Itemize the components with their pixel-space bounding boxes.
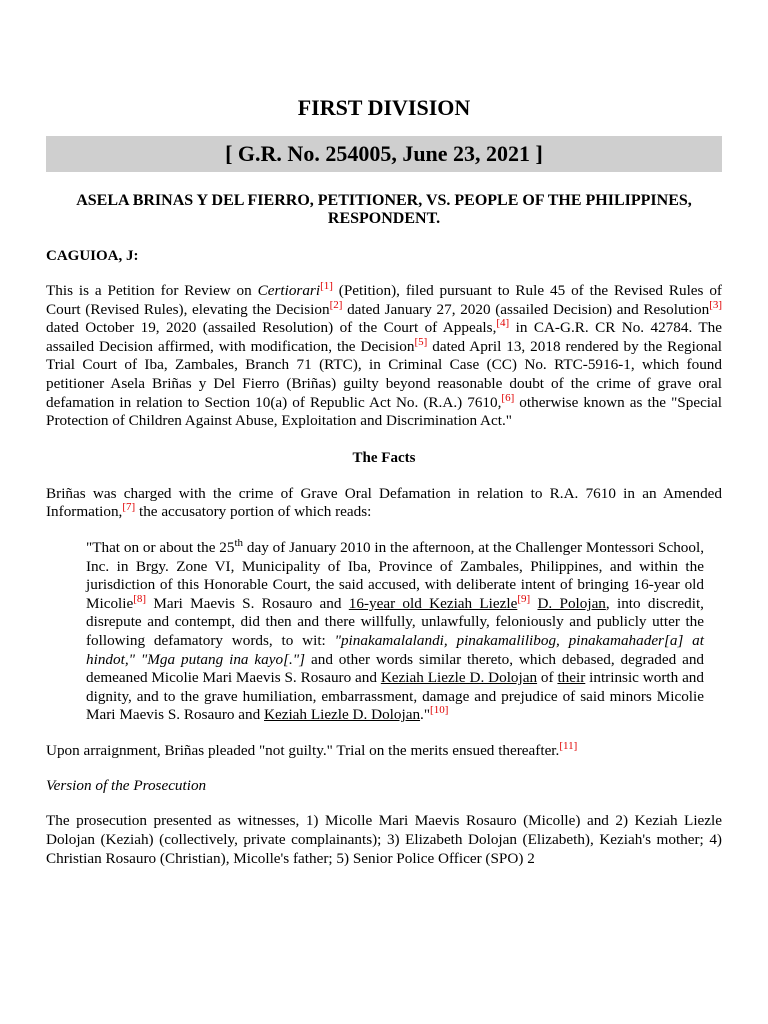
- footnote-link[interactable]: [1]: [320, 280, 333, 292]
- footnote-link[interactable]: [6]: [501, 391, 515, 404]
- underlined-text: D. Polojan: [537, 594, 606, 612]
- footnote-link[interactable]: [5]: [414, 335, 428, 348]
- section-heading-prosecution: Version of the Prosecution: [46, 777, 207, 795]
- footnote-link[interactable]: [8]: [133, 592, 147, 605]
- accusatory-quote: "That on or about the 25th day of January 2010 in the afternoon, at the Challenger Montessori School, Inc. in Brgy. Zone VI, Municipality of Iba, Province of Zambales, Philippines, and within the jurisdiction of this Honorable Court, the said accused, with deliberate intent of bringing 16-year old Micolie[8] Mari Maevis S. Rosauro and 16-year old Keziah Liezle[9] D. Polojan, into discredit, disrepute and contempt, did then and there willfully, unlawfully, feloniously and publicly utter the following defamatory words, to wit: "pinakamalalandi, pinakamalilibog, pinakamahader[a] at hindot," "Mga putang ina kayo[."] and other words similar thereto, which debased, degraded and demeaned Micolie Mari Maevis S. Rosauro and Keziah Liezle D. Dolojan of their intrinsic worth and dignity, and to the grave humiliation, embarrassment, damage and prejudice of said minors Micolie Mari Maevis S. Rosauro and Keziah Liezle D. Dolojan."[10]: [86, 536, 705, 724]
- section-heading-facts: The Facts: [352, 449, 416, 466]
- case-parties: ASELA BRINAS Y DEL FIERRO, PETITIONER, VS. PEOPLE OF THE PHILIPPINES, RESPONDENT.: [76, 192, 692, 227]
- footnote-link[interactable]: [10]: [430, 704, 449, 717]
- underlined-text: Keziah Liezle D. Dolojan: [380, 669, 538, 687]
- italic-text: "pinakamalalandi, pinakamalilibog, pinakamahader[a] at hindot," "Mga putang ina kayo[."]: [86, 631, 704, 668]
- division-title: FIRST DIVISION: [297, 95, 471, 120]
- footnote-link[interactable]: [7]: [122, 501, 136, 514]
- paragraph-petition: This is a Petition for Review on Certiorari[1] (Petition), filed pursuant to Rule 45 of the Revised Rules of Court (Revised Rules), elevating the Decision[2] dated January 27, 2020 (assailed Decision) and Resolution[3] dated October 19, 2020 (assailed Resolution) of the Court of Appeals,[4] in CA-G.R. CR No. 42784. The assailed Decision affirmed, with modification, the Decision[5] dated April 13, 2018 rendered by the Regional Trial Court of Iba, Zambales, Branch 71 (RTC), in Criminal Case (CC) No. RTC-5916-1, which found petitioner Asela Briñas y Del Fierro (Briñas) guilty beyond reasonable doubt of the crime of grave oral defamation in relation to Section 10(a) of Republic Act No. (R.A.) 7610,[6] otherwise known as the "Special Protection of Children Against Abuse, Exploitation and Discrimination Act.": [46, 280, 723, 430]
- footnote-link[interactable]: [11]: [559, 739, 578, 752]
- footnote-link[interactable]: [2]: [329, 298, 343, 311]
- paragraph-witnesses: The prosecution presented as witnesses, 1) Micolle Mari Maevis Rosauro (Micolle) and 2) Keziah Liezle Dolojan (Keziah) (collectively, private complainants); 3) Elizabeth Dolojan (Elizabeth), Keziah's mother; 4) Christian Rosauro (Christian), Micolle's father; 5) Senior Police Officer (SPO) 2: [46, 812, 722, 867]
- footnote-link[interactable]: [9]: [517, 592, 531, 605]
- footnote-link[interactable]: [3]: [709, 298, 723, 311]
- footnote-link[interactable]: [4]: [496, 317, 510, 330]
- ponente: CAGUIOA, J:: [46, 248, 139, 264]
- underlined-text: their: [557, 669, 586, 687]
- underlined-text: 16-year old Keziah Liezle: [348, 594, 518, 612]
- paragraph-charge: Briñas was charged with the crime of Grave Oral Defamation in relation to R.A. 7610 in an Amended Information,[7] the accusatory portion of which reads:: [46, 484, 722, 521]
- ordinal-suffix: th: [234, 536, 244, 549]
- underlined-text: Keziah Liezle D. Dolojan: [264, 706, 421, 724]
- paragraph-arraignment: Upon arraignment, Briñas pleaded "not guilty." Trial on the merits ensued thereafter.[11]: [46, 739, 578, 759]
- case-number-bar: [ G.R. No. 254005, June 23, 2021 ]: [46, 136, 722, 172]
